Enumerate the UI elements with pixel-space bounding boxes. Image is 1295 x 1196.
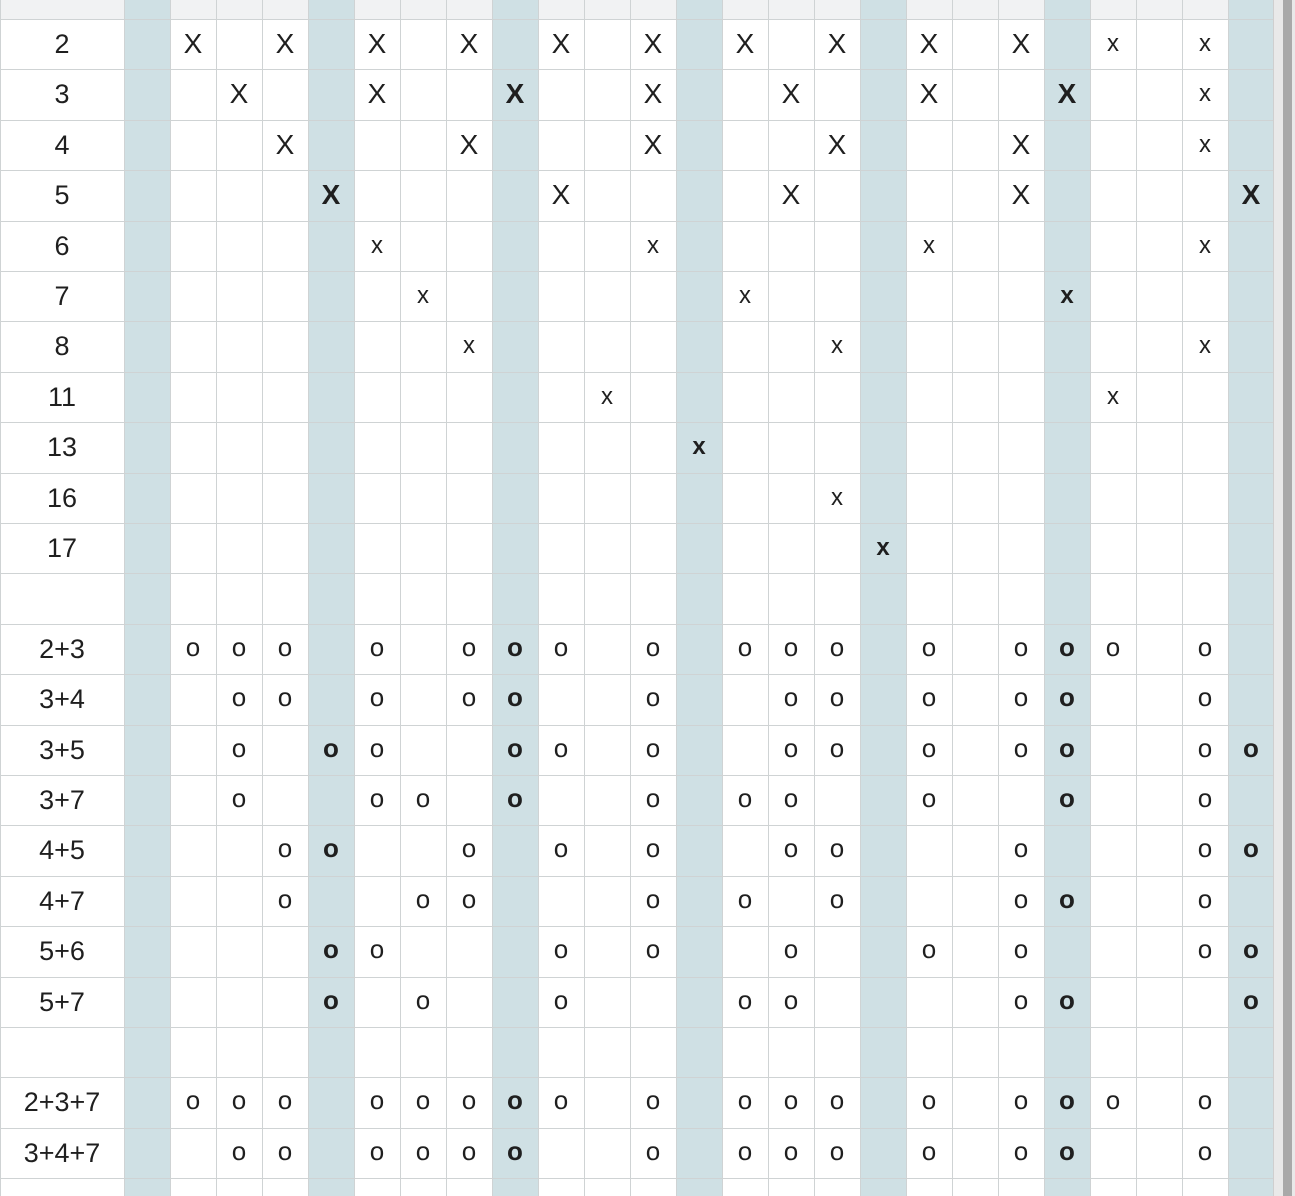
cell-mark-o[interactable]: o [1013,682,1029,712]
row-label[interactable]: 4+7 [39,886,85,916]
cell-mark-o[interactable]: o [829,1136,845,1166]
cell-mark-x[interactable]: X [551,179,571,210]
row-label[interactable] [0,1027,124,1077]
table-row [0,523,1273,573]
cell-mark-o[interactable]: o [323,833,339,863]
cell-mark-o[interactable]: o [461,884,477,914]
cell-mark-x[interactable]: X [459,129,479,160]
row-label[interactable]: 8 [54,331,70,361]
row-label[interactable]: 2+3 [39,634,85,664]
cell-mark-o[interactable]: o [507,783,523,813]
cell-mark-x[interactable]: X [229,78,249,109]
cell-mark-o[interactable]: o [921,682,937,712]
cell-mark-o[interactable]: o [507,682,523,712]
cell-mark-o[interactable]: o [369,783,385,813]
table-row [0,926,1273,976]
cell-mark-o[interactable]: o [1059,733,1075,763]
cell-mark-o[interactable]: o [553,733,569,763]
row-label[interactable]: 4 [54,130,70,160]
cell-mark-o[interactable]: o [921,1136,937,1166]
cell-mark-o[interactable]: o [231,1136,247,1166]
cell-mark-o[interactable]: o [1197,1085,1213,1115]
cell-mark-o[interactable]: o [1013,985,1029,1015]
cell-mark-o[interactable]: o [1013,733,1029,763]
row-label[interactable]: 4+5 [39,835,85,865]
row-label[interactable]: 5+7 [39,987,85,1017]
cell-mark-o[interactable]: o [1197,833,1213,863]
cell-mark-o[interactable]: o [1243,934,1259,964]
cell-mark-x[interactable]: X [321,179,341,210]
cell-mark-o[interactable]: o [507,1136,523,1166]
cell-mark-o[interactable]: o [369,682,385,712]
cell-mark-o[interactable]: o [323,733,339,763]
cell-mark-o[interactable]: o [553,934,569,964]
cell-mark-o[interactable]: o [1059,985,1075,1015]
cell-mark-o[interactable]: o [829,833,845,863]
cell-mark-o[interactable]: o [921,632,937,662]
cell-mark-x[interactable]: x [647,232,659,259]
row-label[interactable]: 6 [54,231,70,261]
cell-mark-o[interactable]: o [783,733,799,763]
cell-mark-x[interactable]: X [275,28,295,59]
cell-mark-o[interactable]: o [645,783,661,813]
cell-mark-x[interactable]: X [505,78,525,109]
cell-mark-x[interactable]: X [551,28,571,59]
cell-mark-x[interactable]: X [275,129,295,160]
cell-mark-x[interactable]: X [1011,129,1031,160]
cell-mark-o[interactable]: o [415,1085,431,1115]
cell-mark-o[interactable]: o [1197,682,1213,712]
cell-mark-o[interactable]: o [737,632,753,662]
cell-mark-o[interactable]: o [553,833,569,863]
cell-mark-o[interactable]: o [783,1085,799,1115]
cell-mark-o[interactable]: o [185,632,201,662]
table-row [0,120,1273,170]
cell-mark-o[interactable]: o [1243,985,1259,1015]
table-row [0,977,1273,1027]
cell-mark-o[interactable]: o [645,682,661,712]
cell-mark-x[interactable]: x [1199,332,1211,359]
cell-mark-x[interactable]: x [1060,282,1074,309]
cell-mark-o[interactable]: o [415,884,431,914]
table-row [0,372,1273,422]
cell-mark-o[interactable]: o [645,884,661,914]
cell-mark-x[interactable]: X [643,129,663,160]
cell-mark-o[interactable]: o [277,833,293,863]
cell-mark-o[interactable]: o [461,632,477,662]
table-row [0,573,1273,623]
cell-mark-o[interactable]: o [415,1136,431,1166]
row-label[interactable]: 17 [46,533,78,563]
cell-mark-x[interactable]: X [827,28,847,59]
cell-mark-o[interactable]: o [1197,733,1213,763]
cell-mark-o[interactable]: o [507,632,523,662]
cell-mark-x[interactable]: x [417,282,429,309]
row-label[interactable]: 3+4 [39,684,85,714]
cell-mark-x[interactable]: x [923,232,935,259]
cell-mark-x[interactable]: X [781,179,801,210]
cell-mark-o[interactable]: o [369,632,385,662]
table-row [0,321,1273,371]
cell-mark-o[interactable]: o [829,733,845,763]
cell-mark-o[interactable]: o [277,632,293,662]
cell-mark-x[interactable]: x [831,332,843,359]
scrollbar-thumb[interactable] [1283,0,1292,1196]
cell-mark-o[interactable]: o [553,985,569,1015]
cell-mark-x[interactable]: x [463,332,475,359]
cell-mark-o[interactable]: o [277,682,293,712]
cell-mark-o[interactable]: o [461,1085,477,1115]
cell-mark-x[interactable]: X [1057,78,1077,109]
cell-mark-x[interactable]: x [1199,232,1211,259]
cell-mark-o[interactable]: o [553,632,569,662]
cell-mark-o[interactable]: o [277,884,293,914]
cell-mark-o[interactable]: o [1013,833,1029,863]
cell-mark-o[interactable]: o [829,884,845,914]
cell-mark-x[interactable]: x [692,433,706,460]
table-row [0,1027,1273,1077]
cell-mark-o[interactable]: o [783,985,799,1015]
cell-mark-o[interactable]: o [921,733,937,763]
cell-mark-o[interactable]: o [231,682,247,712]
cell-mark-o[interactable]: o [645,1085,661,1115]
cell-mark-x[interactable]: x [739,282,751,309]
cell-mark-x[interactable]: X [919,78,939,109]
cell-mark-o[interactable]: o [369,1136,385,1166]
table-row [0,19,1273,69]
cell-mark-o[interactable]: o [921,783,937,813]
cell-mark-x[interactable]: X [459,28,479,59]
cell-mark-o[interactable]: o [231,632,247,662]
table-row [0,473,1273,523]
cell-mark-o[interactable]: o [369,733,385,763]
cell-mark-o[interactable]: o [1013,884,1029,914]
table-row [0,221,1273,271]
cell-mark-o[interactable]: o [1197,1136,1213,1166]
cell-mark-o[interactable]: o [783,783,799,813]
row-label[interactable]: 5+6 [39,936,85,966]
cell-mark-o[interactable]: o [1105,632,1121,662]
cell-mark-o[interactable]: o [369,934,385,964]
cell-mark-o[interactable]: o [231,1085,247,1115]
vertical-scrollbar[interactable] [1273,0,1295,1196]
cell-mark-o[interactable]: o [1013,632,1029,662]
cell-mark-o[interactable]: o [507,733,523,763]
cell-mark-o[interactable]: o [1243,733,1259,763]
cell-mark-o[interactable]: o [737,884,753,914]
cell-mark-o[interactable]: o [645,833,661,863]
cell-mark-x[interactable]: X [827,129,847,160]
cell-mark-o[interactable]: o [783,934,799,964]
row-label[interactable]: 3+7 [39,785,85,815]
cell-mark-o[interactable]: o [461,833,477,863]
row-label[interactable]: 3 [54,79,70,109]
row-label[interactable]: 16 [46,483,78,513]
cell-mark-o[interactable]: o [1059,884,1075,914]
row-label[interactable]: 3+5 [39,735,85,765]
cell-mark-o[interactable]: o [737,1085,753,1115]
cell-mark-x[interactable]: x [831,484,843,511]
table-row [0,271,1273,321]
table-row [0,170,1273,220]
cell-mark-x[interactable]: X [1011,28,1031,59]
cell-mark-x[interactable]: X [183,28,203,59]
cell-mark-o[interactable]: o [645,733,661,763]
cell-mark-x[interactable]: X [643,28,663,59]
table-row [0,1077,1273,1127]
cell-mark-o[interactable]: o [1197,632,1213,662]
cell-mark-o[interactable]: o [1243,833,1259,863]
cell-mark-o[interactable]: o [737,985,753,1015]
cell-mark-o[interactable]: o [1059,783,1075,813]
cell-mark-x[interactable]: X [781,78,801,109]
cell-mark-o[interactable]: o [231,733,247,763]
cell-mark-o[interactable]: o [1197,884,1213,914]
cell-mark-o[interactable]: o [553,1085,569,1115]
cell-mark-o[interactable]: o [829,682,845,712]
cell-mark-o[interactable]: o [829,1085,845,1115]
row-label[interactable]: 5 [54,180,70,210]
cell-mark-o[interactable]: o [231,783,247,813]
cell-mark-x[interactable]: X [1011,179,1031,210]
cell-mark-x[interactable]: x [1199,80,1211,107]
cell-mark-o[interactable]: o [1059,1136,1075,1166]
cell-mark-o[interactable]: o [1059,1085,1075,1115]
cell-mark-o[interactable]: o [1105,1085,1121,1115]
row-label[interactable]: 3+4+7 [23,1138,101,1168]
row-label[interactable]: 11 [47,382,77,412]
cell-mark-o[interactable]: o [1197,783,1213,813]
cell-mark-x[interactable]: X [643,78,663,109]
cell-mark-x[interactable]: x [1107,383,1119,410]
row-label[interactable] [0,573,124,623]
cell-mark-x[interactable]: x [876,534,890,561]
table-row [0,674,1273,724]
cell-mark-o[interactable]: o [415,783,431,813]
cell-mark-o[interactable]: o [1197,934,1213,964]
cell-mark-x[interactable]: X [919,28,939,59]
table-row [0,624,1273,674]
cell-mark-o[interactable]: o [1013,1085,1029,1115]
cell-mark-o[interactable]: o [185,1085,201,1115]
cell-mark-o[interactable]: o [829,632,845,662]
cell-mark-o[interactable]: o [783,682,799,712]
cell-mark-o[interactable]: o [323,934,339,964]
cell-mark-o[interactable]: o [1059,682,1075,712]
cell-mark-o[interactable]: o [783,632,799,662]
cell-mark-o[interactable]: o [783,833,799,863]
table-row [0,725,1273,775]
cell-mark-x[interactable]: X [1241,179,1261,210]
cell-mark-x[interactable]: x [601,383,613,410]
cell-mark-o[interactable]: o [645,934,661,964]
cell-mark-o[interactable]: o [1013,1136,1029,1166]
cell-mark-o[interactable]: o [507,1085,523,1115]
cell-mark-o[interactable]: o [1059,632,1075,662]
cell-mark-o[interactable]: o [921,1085,937,1115]
cell-mark-o[interactable]: o [783,1136,799,1166]
cell-mark-o[interactable]: o [1013,934,1029,964]
cell-mark-o[interactable]: o [277,1085,293,1115]
cell-mark-o[interactable]: o [645,632,661,662]
cell-mark-o[interactable]: o [415,985,431,1015]
cell-mark-o[interactable]: o [461,682,477,712]
cell-mark-o[interactable]: o [277,1136,293,1166]
table-row [0,775,1273,825]
row-label[interactable]: 2 [54,29,70,59]
row-label[interactable]: 2+3+7 [23,1087,101,1117]
row-label[interactable]: 13 [46,432,78,462]
cell-mark-o[interactable]: o [645,1136,661,1166]
table-row [0,69,1273,119]
cell-mark-x[interactable]: X [367,78,387,109]
cell-mark-x[interactable]: x [1199,131,1211,158]
cell-mark-o[interactable]: o [921,934,937,964]
cell-mark-x[interactable]: X [735,28,755,59]
table-row [0,422,1273,472]
cell-mark-x[interactable]: X [367,28,387,59]
cell-mark-o[interactable]: o [369,1085,385,1115]
table-row [0,1128,1273,1178]
cell-mark-x[interactable]: x [1199,30,1211,57]
cell-mark-o[interactable]: o [737,783,753,813]
cell-mark-x[interactable]: x [1107,30,1119,57]
cell-mark-o[interactable]: o [323,985,339,1015]
table-row [0,825,1273,875]
cell-mark-o[interactable]: o [737,1136,753,1166]
row-label[interactable]: 7 [54,281,70,311]
table-row [0,876,1273,926]
cell-mark-o[interactable]: o [461,1136,477,1166]
cell-mark-x[interactable]: x [371,232,383,259]
